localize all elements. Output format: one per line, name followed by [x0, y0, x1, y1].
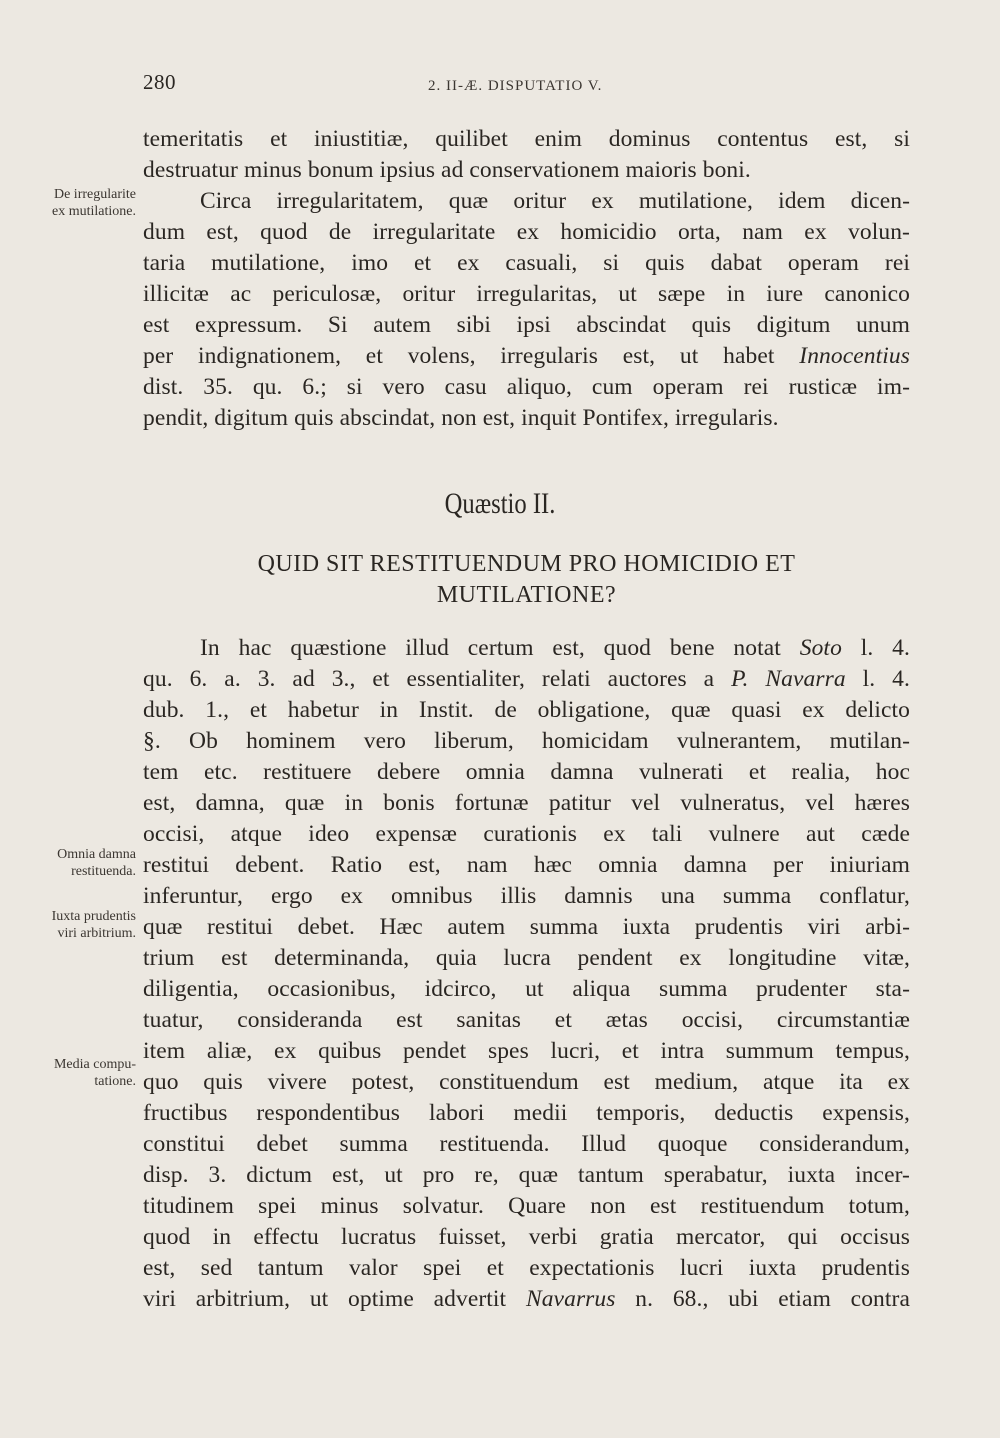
- text-line: destruatur minus bonum ipsius ad conservationem maioris boni.: [143, 157, 751, 183]
- margin-note: De irregularite ex mutilatione.: [52, 187, 136, 219]
- text-line: restitui debent. Ratio est, nam hæc omnia damna per iniuriam: [143, 852, 910, 878]
- text-line: qu. 6. a. 3. ad 3., et essentialiter, relati auctores a P. Navarra l. 4.: [143, 666, 910, 692]
- text-line: est, damna, quæ in bonis fortunæ patitur vel vulneratus, vel hæres: [143, 790, 910, 816]
- author-reference: Navarrus: [525, 1286, 616, 1312]
- margin-note: Iuxta prudentis viri arbitrium.: [51, 909, 136, 941]
- text-line: diligentia, occasionibus, idcirco, ut aliqua summa prudenter sta-: [143, 976, 910, 1002]
- text-line: inferuntur, ergo ex omnibus illis damnis una summa conflatur,: [143, 883, 910, 909]
- running-head: 2. II-Æ. DISPUTATIO V.: [428, 78, 603, 94]
- author-reference: Soto: [799, 635, 842, 661]
- text-line: quod in effectu lucratus fuisset, verbi gratia mercator, qui occisus: [143, 1224, 910, 1250]
- text-line: quæ restitui debet. Hæc autem summa iuxta prudentis viri arbi-: [143, 914, 910, 940]
- text-line: tuatur, consideranda est sanitas et ætas occisi, circumstantiæ: [143, 1007, 910, 1033]
- text-line: disp. 3. dictum est, ut pro re, quæ tantum sperabatur, iuxta incer-: [143, 1162, 910, 1188]
- text-line: Circa irregularitatem, quæ oritur ex mutilatione, idem dicen-: [200, 188, 910, 214]
- text-line: taria mutilatione, imo et ex casuali, si quis dabat operam rei: [143, 250, 910, 276]
- text-line: est expressum. Si autem sibi ipsi abscindat quis digitum unum: [143, 312, 910, 338]
- text-line: item aliæ, ex quibus pendet spes lucri, et intra summum tempus,: [143, 1038, 910, 1064]
- text-line: dum est, quod de irregularitate ex homicidio orta, nam ex volun-: [143, 219, 910, 245]
- text-line: temeritatis et iniustitiæ, quilibet enim dominus contentus est, si: [143, 126, 910, 152]
- text-line: illicitæ ac periculosæ, oritur irregularitas, ut sæpe in iure canonico: [143, 281, 910, 307]
- margin-note: Media compu- tatione.: [53, 1057, 136, 1089]
- text-line: occisi, atque ideo expensæ curationis ex tali vulnere aut cæde: [143, 821, 910, 847]
- text-line: trium est determinanda, quia lucra pendent ex longitudine vitæ,: [143, 945, 910, 971]
- text-line: titudinem spei minus solvatur. Quare non est restituendum totum,: [143, 1193, 910, 1219]
- author-reference: Innocentius: [799, 343, 911, 369]
- text-line: constitui debet summa restituenda. Illud quoque considerandum,: [143, 1131, 910, 1157]
- text-line: pendit, digitum quis abscindat, non est, inquit Pontifex, irregularis.: [143, 405, 779, 431]
- question-subtitle: QUID SIT RESTITUENDUM PRO HOMICIDIO ET: [257, 551, 796, 577]
- question-title: Quæstio II.: [444, 487, 556, 520]
- text-line: per indignationem, et volens, irregularis est, ut habet Innocentius: [143, 343, 911, 369]
- text-line: viri arbitrium, ut optime advertit Navarrus n. 68., ubi etiam contra: [143, 1286, 910, 1312]
- margin-note: Omnia damna restituenda.: [57, 847, 136, 879]
- text-line: dub. 1., et habetur in Instit. de obligatione, quæ quasi ex delicto: [143, 697, 910, 723]
- text-line: quo quis vivere potest, constituendum est medium, atque ita ex: [143, 1069, 910, 1095]
- text-line: §. Ob hominem vero liberum, homicidam vulnerantem, mutilan-: [143, 728, 910, 754]
- text-line: est, sed tantum valor spei et expectationis lucri iuxta prudentis: [143, 1255, 910, 1281]
- text-line: fructibus respondentibus labori medii temporis, deductis expensis,: [143, 1100, 910, 1126]
- page-number: 280: [143, 70, 176, 94]
- author-reference: P. Navarra: [731, 666, 846, 692]
- text-line: In hac quæstione illud certum est, quod bene notat Soto l. 4.: [200, 635, 910, 661]
- text-line: tem etc. restituere debere omnia damna vulnerati et realia, hoc: [143, 759, 910, 785]
- text-line: dist. 35. qu. 6.; si vero casu aliquo, cum operam rei rusticæ im-: [143, 374, 910, 400]
- question-subtitle: MUTILATIONE?: [436, 582, 617, 608]
